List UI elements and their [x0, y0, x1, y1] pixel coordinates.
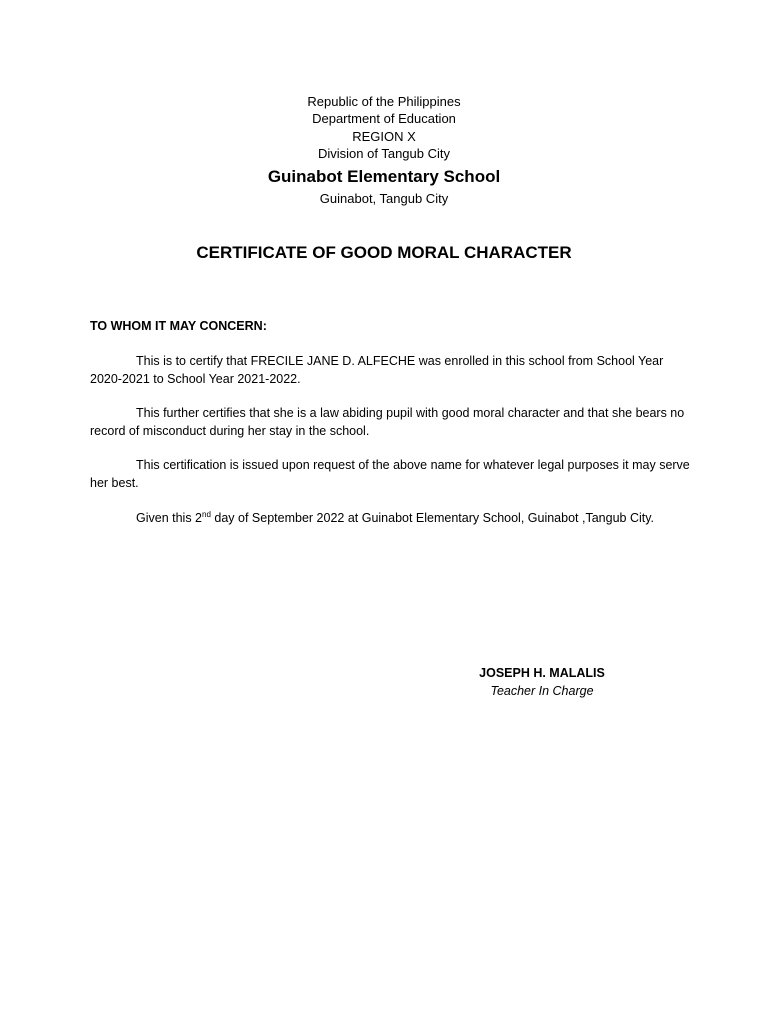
ordinal-suffix: nd — [202, 509, 211, 519]
country-line: Republic of the Philippines — [307, 94, 461, 109]
signatory-position: Teacher In Charge — [490, 684, 594, 698]
paragraph-given-date — [90, 510, 690, 528]
paragraph-purpose: This certification is issued upon request of the above name for whatever legal purposes it may serve her best. — [90, 458, 690, 490]
paragraph-enrollment: This is to certify that FRECILE JANE D. ALFECHE was enrolled in this school from School Year 2020-2021 to School Year 2021-2022. — [90, 354, 664, 386]
division-line: Division of Tangub City — [318, 146, 450, 162]
school-name: Guinabot Elementary School — [267, 166, 501, 186]
given-date-text-end: day of September 2022 at Guinabot Elementary School, Guinabot ,Tangub City. — [210, 511, 655, 525]
school-address: Guinabot, Tangub City — [319, 190, 449, 206]
paragraph-moral-character: This further certifies that she is a law abiding pupil with good moral character and that she bears no record of misconduct during her stay in the school. — [90, 406, 685, 438]
department-line: Department of Education — [312, 111, 456, 127]
signatory-block — [462, 665, 622, 700]
certificate-title: CERTIFICATE OF GOOD MORAL CHARACTER — [196, 243, 572, 262]
letterhead — [0, 93, 768, 207]
salutation: TO WHOM IT MAY CONCERN: — [90, 319, 267, 333]
given-date-text-start: Given this 2 — [136, 511, 203, 525]
signatory-name: JOSEPH H. MALALIS — [479, 666, 605, 680]
region-line: REGION X — [352, 128, 416, 144]
